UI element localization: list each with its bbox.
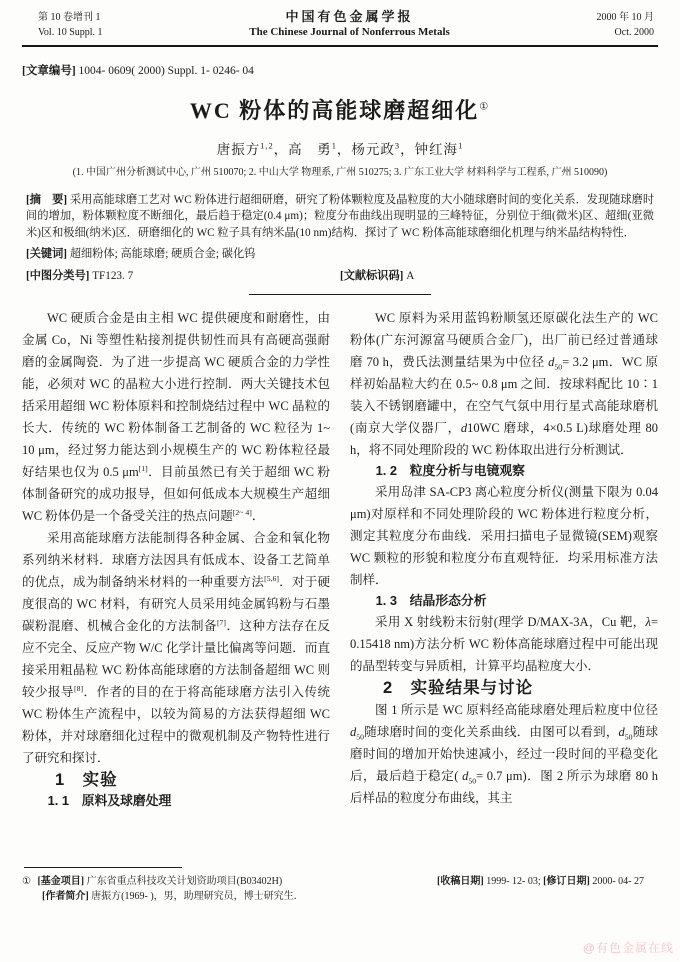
authors-line: 唐振方$^{1,2}$，高 勇$^1$，杨元政$^3$，钟红海$^1$ xyxy=(216,141,464,157)
volume-cn: 第 10 卷增刊 1 xyxy=(38,12,101,23)
revised-date: 2000- 04- 27 xyxy=(592,876,644,888)
right-column xyxy=(350,307,658,863)
volume-info xyxy=(22,10,103,40)
issue-date xyxy=(596,10,658,40)
clc-block xyxy=(26,268,340,284)
keywords-line xyxy=(26,246,654,262)
revised-label: [修订日期] xyxy=(543,876,590,888)
issue-date-cn: 2000 年 10 月 xyxy=(596,12,654,23)
keywords-label: [关键词] xyxy=(26,248,68,261)
footnote-dates xyxy=(437,874,644,889)
footnote-bio-line xyxy=(22,889,658,904)
received-label: [收稿日期] xyxy=(437,876,484,888)
journal-title-en: The Chinese Journal of Nonferrous Metals xyxy=(249,26,450,38)
article-number-line xyxy=(22,62,658,78)
volume-en: Vol. 10 Suppl. 1 xyxy=(38,27,103,38)
issue-date-en: Oct. 2000 xyxy=(614,27,654,38)
keywords-text: 超细粉体; 高能球磨; 硬质合金; 碳化钨 xyxy=(69,248,256,261)
paragraph-intro-2: 采用高能球磨方法能制得各种金属、合金和氧化物系列纳米材料．球磨方法因具有低成本、设备工艺简单的优点，成为制备纳米材料的一种重要方法[5,6]．对于硬度很高的 WC 材料，有研究人员采用纯金属钨粉与石墨碳粉混磨、机械合金化的方法制备[7]．这种方法存在反应不完全、反应产物 W/C 化学计量比偏离等问题．而直接采用粗晶粒 WC 粉体高能球磨的方法制备超细 WC 则较少报导[8]．作者的目的在于将高能球磨方法引入传统 WC 粉体生产流程中，以较为简易的方法获得超细 WC 粉体，并对球磨细化过程中的微观机制及产物特性进行了研究和探讨． xyxy=(22,531,330,766)
paragraph-results: 图 1 所示是 WC 原料经高能球磨处理后粒度中位径 $d_{50}$随球磨时间的变化关系曲线．由图可以看到，$d_{50}$随球磨时间的增加开始快速减小，经过一段时间的平稳变化后，最后趋于稳定( $d_{50}= 0.7$ μm)．图 2 所示为球磨 80 h 后样品的粒度分布曲线，其主 xyxy=(350,703,658,806)
clc-label: [中图分类号] xyxy=(26,270,90,283)
doc-code-block xyxy=(340,268,654,284)
bio-label: [作者简介] xyxy=(42,891,89,903)
article-number-value: 1004- 0609( 2000) Suppl. 1- 0246- 04 xyxy=(78,65,254,77)
subsection-heading-1-2: 1. 2 粒度分析与电镜观察 xyxy=(375,463,525,479)
affiliations-line: (1. 中国广州分析测试中心, 广州 510070; 2. 中山大学 物理系, 广州 510275; 3. 广东工业大学 材料科学与工程系, 广州 510090) xyxy=(72,167,608,178)
abstract-block xyxy=(26,192,654,241)
paragraph-intro-1: WC 硬质合金是由主相 WC 提供硬度和耐磨性，由金属 Co，Ni 等塑性粘接剂提供韧性而具有高硬高强耐磨的金属陶瓷．为了进一步提高 WC 硬质合金的力学性能，必须对 WC 的晶粒大小进行控制．两大关键技术包括采用超细 WC 粉体原料和控制烧结过程中 WC 晶粒的长大．传统的 WC 粉体制备工艺制备的 WC 粒径为 1~ 10 μm，经过努力能达到小规模生产的 WC 粉体粒径最好结果也仅为 0.5 μm[1]．目前虽然已有关于超细 WC 粉体制备研究的成功报导，但如何低成本大规模生产超细 WC 粉体仍是一个备受关注的热点问题[2~ 4]． xyxy=(22,311,330,524)
header-rule xyxy=(22,45,658,47)
footnote-separator xyxy=(24,867,182,868)
doc-code-label: [文献标识码] xyxy=(340,270,404,283)
article-number-label: [文章编号] xyxy=(22,65,76,77)
paragraph-materials: WC 原料为采用蓝钨粉顺氢还原碳化法生产的 WC 粉体(广东河源富马硬质合金厂)，出厂前已经过普通球磨 70 h，费氏法测量结果为中位径 $d_{50}= 3.2$ μm．WC 原样初始晶粒大约在 0.5~ 0.8 μm 之间．按球料配比 10∶1 装入不锈钢磨罐中，在空气气氛中用行星式高能球磨机(南京大学仪器厂，d10WC 磨球，4×0.5 L)球磨处理 80 h，将不同处理阶段的 WC 粉体取出进行分析测试． xyxy=(350,311,658,458)
footnote-block xyxy=(22,867,658,904)
body-columns xyxy=(22,307,658,863)
left-column xyxy=(22,307,330,863)
front-body-divider xyxy=(249,294,431,295)
section-heading-2: 2 实验结果与讨论 xyxy=(383,679,534,698)
abstract-text: 采用高能球磨工艺对 WC 粉体进行超细研磨，研究了粉体颗粒度及晶粒度的大小随球磨时间的变化关系．发现随球磨时间的增加，粉体颗粒度不断细化，最后趋于稳定(0.4 μm)；粒度分布曲线出现明显的三峰特征，分别位于细(微米)区、超细(亚微米)区和极细(纳米)区．研磨细化的 WC 粒子具有纳米晶(10 nm)结构．探讨了 WC 粉体高能球磨细化机理与纳米晶结构特性． xyxy=(26,194,655,239)
footnote-fund xyxy=(22,874,282,889)
paper-title: WC 粉体的高能球磨超细化① xyxy=(189,98,491,123)
paragraph-particle-analysis: 采用岛津 SA-CP3 离心粒度分析仪(测量下限为 0.04 μm)对原样和不同处理阶段的 WC 粉体进行粒度分析，测定其粒度分布曲线．采用扫描电子显微镜(SEM)观察 WC 颗粒的形貌和粒度分布直观特征．均采用标准方法制样． xyxy=(350,485,658,588)
clc-value: TF123. 7 xyxy=(92,270,134,283)
paragraph-xrd: 采用 X 射线粉末衍射(理学 D/MAX-3A，Cu 靶，λ= 0.15418 nm)方法分析 WC 粉体高能球磨过程中可能出现的晶型转变与异质相，计算平均晶粒度大小． xyxy=(350,615,658,674)
doc-code-value: A xyxy=(406,270,415,283)
journal-header xyxy=(22,8,658,40)
footnote-fund-line xyxy=(22,874,658,889)
subsection-heading-1-3: 1. 3 结晶形态分析 xyxy=(375,593,487,609)
received-date: 1999- 12- 03; xyxy=(486,876,541,888)
bio-text: 唐振方(1969- )，男，助理研究员，博士研究生． xyxy=(91,891,304,903)
journal-title xyxy=(249,8,450,40)
fund-text: 广东省重点科技攻关计划资助项目(B03402H) xyxy=(86,876,283,888)
journal-title-cn: 中国有色金属学报 xyxy=(285,9,414,24)
fund-label: [基金项目] xyxy=(37,876,85,888)
section-heading-1: 1 实验 xyxy=(55,771,118,790)
classification-row xyxy=(26,268,654,284)
abstract-label: [摘 要] xyxy=(26,194,68,206)
footnote-marker: ① xyxy=(22,876,31,888)
watermark: @有色金属在线 xyxy=(582,941,674,955)
subsection-heading-1-1: 1. 1 原料及球磨处理 xyxy=(47,793,172,809)
